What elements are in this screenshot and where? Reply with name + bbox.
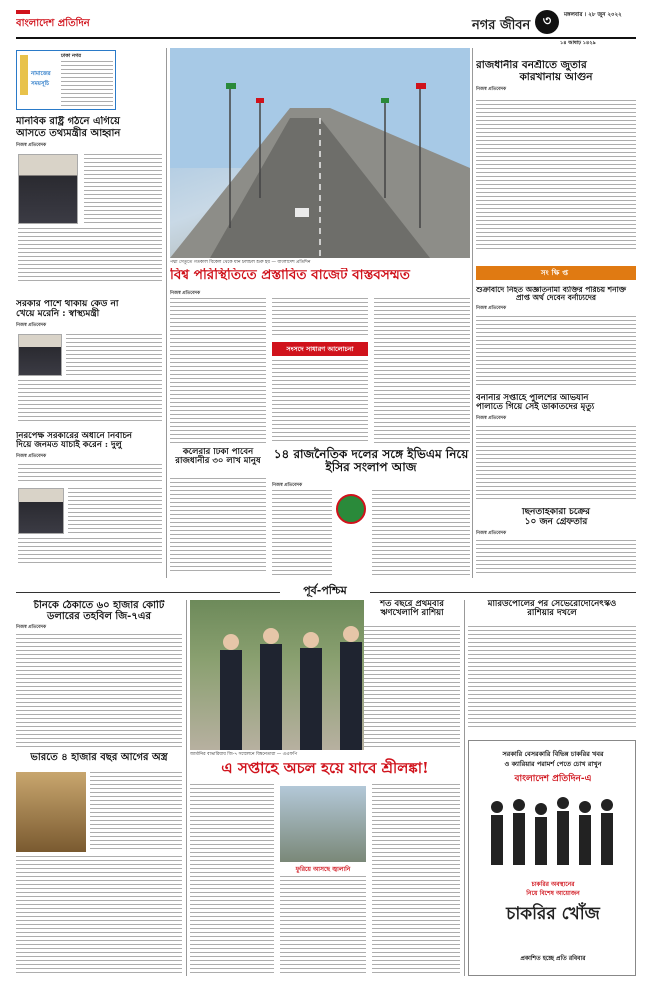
byline: নিজস্ব প্রতিবেদক — [16, 625, 47, 630]
story-robbers — [476, 508, 636, 578]
story-police-2 — [476, 394, 636, 504]
story-china — [16, 600, 182, 750]
headline: নিরপেক্ষ সরকারের অধীনে নির্বাচন — [16, 432, 133, 441]
ad-tag-1: চাকরির অবস্থানের — [531, 881, 575, 888]
prayer-times-box — [16, 50, 116, 110]
ad-tag-2: নিয়ে বিশেষ আয়োজন — [526, 890, 580, 897]
story-police-1 — [476, 286, 636, 391]
g7-caption: জার্মানির বাভারিয়ায় জি-৭ সম্মেলনে বিশ্বনেতারা — এএফপি — [190, 752, 298, 757]
headline-line-2: খেয়ে মরেনি : স্বাস্থ্যমন্ত্রী — [16, 308, 100, 319]
byline: নিজস্ব প্রতিবেদক — [170, 291, 201, 296]
headline-line-2: আসতে তথ্যমন্ত্রীর আহ্বান — [16, 128, 121, 139]
headline: রাজধানীর বনশ্রীতে জুতার — [476, 60, 587, 71]
ad-crowd-illustration — [483, 791, 623, 867]
brief-news-title: সংক্ষিপ্ত — [476, 266, 636, 280]
headline: চীনকে ঠেকাতে ৬০ হাজার কোটি — [33, 600, 165, 611]
prayer-label-1: নামাজের — [31, 71, 51, 77]
byline: নিজস্ব প্রতিবেদক — [476, 305, 507, 311]
headline: কলেরার টিকা পাবেন রাজধানীর ৩০ লাখ মানুষ — [175, 448, 261, 467]
weapons-photo — [16, 772, 86, 852]
story-health-minister — [16, 300, 162, 430]
job-ad — [468, 740, 636, 976]
photo-caption: পদ্মা সেতুতে গতকাল বিকেল থেকে যান চলাচল শুরু হয় — বাংলাদেশ প্রতিদিন — [170, 260, 311, 265]
headline: শত বছরে প্রথমবার — [380, 600, 444, 609]
byline: নিজস্ব প্রতিবেদক — [272, 483, 303, 488]
headline: সরকার পাশে থাকায় কেউ না — [16, 300, 119, 309]
story-cholera — [170, 448, 266, 576]
page-number: ৩ — [542, 14, 552, 29]
headline: বনানীর সপ্তাহে পুলিশের অভিযান — [476, 394, 589, 403]
byline: নিজস্ব প্রতিবেদক — [476, 87, 507, 93]
story-election — [16, 432, 162, 572]
date-line: মঙ্গলবার । ২৮ জুন ২০২২ — [564, 12, 622, 18]
prayer-box-title: ঢাকা নগর — [61, 53, 81, 59]
story-mariupol — [468, 600, 636, 730]
fuel-queue-photo — [280, 786, 366, 862]
headline-line-2: ঋণখেলাপি রাশিয়া — [380, 608, 444, 619]
ec-logo — [336, 494, 366, 524]
story-budget — [170, 290, 470, 446]
story-human-rights — [16, 116, 162, 296]
headline: ছিনতাইকারী চক্রের — [522, 508, 590, 517]
byline: নিজস্ব প্রতিবেদক — [16, 143, 47, 148]
byline: নিজস্ব প্রতিবেদক — [16, 453, 47, 459]
budget-sidebar-title: সংসদে সাধারণ আলোচনা — [272, 342, 368, 356]
headline: শুক্রাবাদে নিহত অজ্ঞাতনামা ব্যক্তির পরিচয় শনাক্ত — [476, 286, 627, 294]
prayer-label-2: সময়সূচি — [31, 81, 50, 87]
portrait-photo — [18, 154, 78, 224]
headline-line-2: ১০ জন গ্রেফতার — [524, 516, 588, 527]
section-banner: পূর্ব-পশ্চিম — [280, 582, 370, 601]
byline: নিজস্ব প্রতিবেদক — [16, 322, 47, 328]
ec-headline: ১৪ রাজনৈতিক দলের সঙ্গে ইভিএম নিয়ে ইসির সংলাপ আজ — [273, 447, 469, 475]
headline: মারিউপোলের পর সেভেরোদোনেৎস্কও — [487, 600, 617, 609]
section-title: নগর জীবন — [472, 18, 531, 33]
masthead — [16, 8, 636, 38]
photo-tag: ফুরিয়ে আসছে জ্বালানি — [295, 866, 351, 873]
headline-line-2: পালাতে গিয়ে সেই ডাকাতদের মৃত্যু — [476, 402, 595, 413]
brief-news-banner — [476, 266, 636, 280]
story-russia — [364, 600, 460, 750]
story-india — [16, 752, 182, 976]
headline-line-2: কারখানায় আগুন — [519, 70, 593, 83]
srilanka-headline: এ সপ্তাহে অচল হয়ে যাবে শ্রীলঙ্কা! — [221, 759, 429, 777]
budget-headline: বিশ্ব পরিস্থিতিতে প্রস্তাবিত বাজেট বাস্তবসম্মত — [170, 268, 410, 283]
story-srilanka — [190, 784, 460, 976]
headline: ভারতে ৪ হাজার বছর আগের অস্ত্র — [30, 752, 168, 763]
ad-title: চাকরির খোঁজ — [506, 904, 600, 924]
headline-line-2: রাশিয়ার দখলে — [527, 608, 577, 619]
portrait-photo — [18, 488, 64, 534]
padma-bridge-photo — [170, 48, 470, 258]
ad-line-1: সরকারি বেসরকারি বিভিন্ন চাকরির খবর — [502, 750, 604, 758]
headline: মানবিক রাষ্ট্র গঠনে এগিয়ে — [16, 116, 120, 127]
story-fire — [476, 60, 636, 250]
date-bn: ১৪ আষাঢ় ১৪২৯ — [560, 40, 596, 46]
ad-line-2: ও ক্যারিয়ার পরামর্শ পেতে চোখ রাখুন — [504, 760, 602, 768]
masthead-rule — [16, 37, 636, 39]
byline: নিজস্ব প্রতিবেদক — [476, 415, 507, 421]
story-ec — [272, 482, 470, 576]
headline-line-2: ডলারের তহবিল জি-৭এর — [47, 611, 151, 622]
brand-logo: বাংলাদেশ প্রতিদিন — [16, 10, 111, 34]
portrait-photo — [18, 334, 62, 376]
ad-footer: প্রকাশিত হচ্ছে প্রতি রবিবার — [520, 955, 586, 962]
ad-brand: বাংলাদেশ প্রতিদিন-এ — [514, 774, 592, 784]
headline-line-2: প্রাপ্ত অর্থ দেবেন বর্নাঢ্যদের — [515, 293, 597, 303]
headline-line-2: দিয়ে জনমত যাচাই করেন : দুলু — [16, 440, 122, 451]
page-number-badge — [535, 10, 559, 34]
byline: নিজস্ব প্রতিবেদক — [476, 530, 507, 536]
